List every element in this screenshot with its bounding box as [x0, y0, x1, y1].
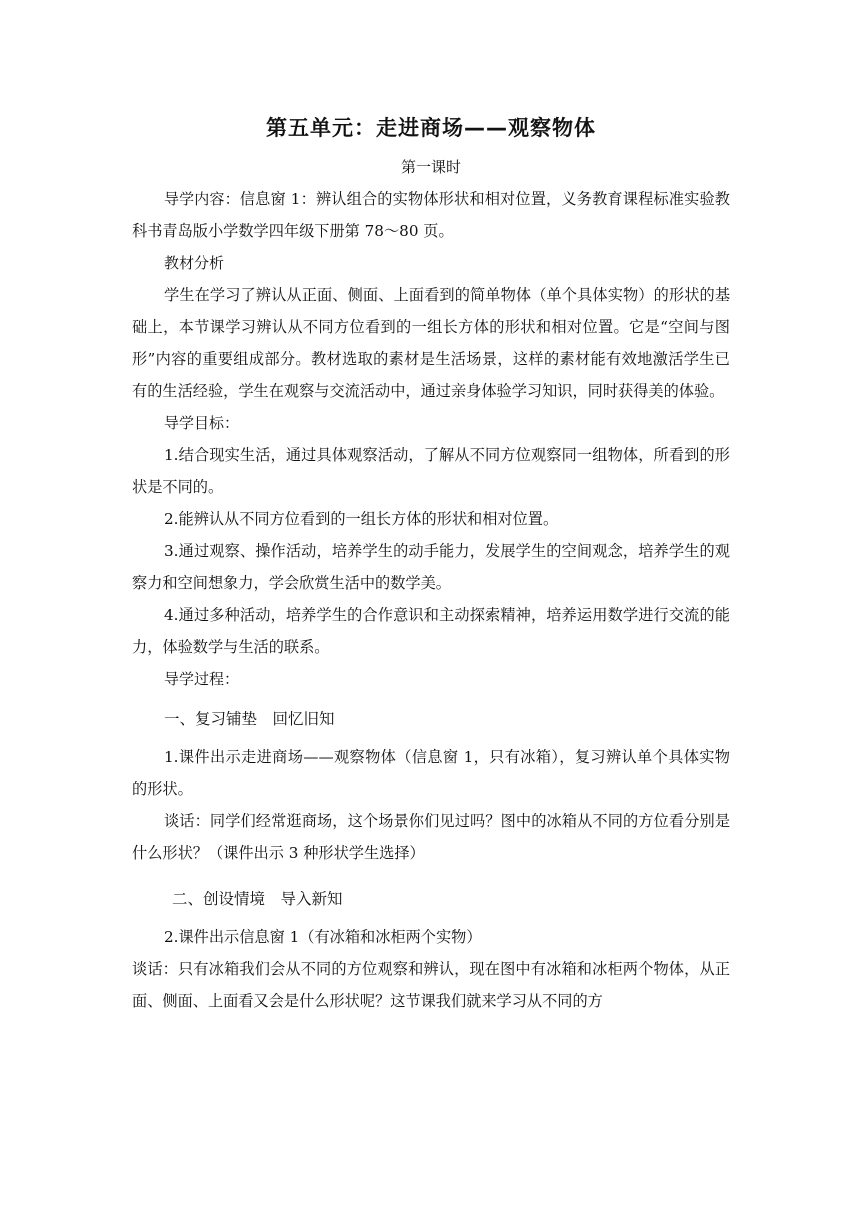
section1-talk: 谈话：同学们经常逛商场，这个场景你们见过吗？图中的冰箱从不同的方位看分别是什么形状？（课件出示 3 种形状学生选择） [132, 812, 730, 862]
section2-item: 2.课件出示信息窗 1（有冰箱和冰柜两个实物） [164, 928, 482, 946]
page-title: 第五单元：走进商场——观察物体 [266, 116, 596, 140]
intro-text: 信息窗 1：辨认组合的实物体形状和相对位置，义务教育课程标准实验教科书青岛版小学数学四年级下册第 78～80 页。 [132, 190, 730, 240]
intro-label: 导学内容： [164, 190, 240, 208]
goals-heading: 导学目标： [164, 414, 240, 432]
goal-item-2: 2.能辨认从不同方位看到的一组长方体的形状和相对位置。 [164, 510, 559, 528]
process-heading: 导学过程： [164, 670, 240, 688]
goal-item-1: 1.结合现实生活，通过具体观察活动，了解从不同方位观察同一组物体，所看到的形状是不同的。 [132, 446, 730, 496]
intro-paragraph [132, 183, 730, 247]
section1-item: 1.课件出示走进商场——观察物体（信息窗 1，只有冰箱），复习辨认单个具体实物的形状。 [132, 748, 730, 798]
analysis-heading: 教材分析 [164, 254, 225, 272]
section2-talk: 谈话：只有冰箱我们会从不同的方位观察和辨认，现在图中有冰箱和冰柜两个物体，从正面、侧面、上面看又会是什么形状呢？这节课我们就来学习从不同的方 [132, 960, 730, 1010]
analysis-paragraph: 学生在学习了辨认从正面、侧面、上面看到的简单物体（单个具体实物）的形状的基础上，本节课学习辨认从不同方位看到的一组长方体的形状和相对位置。它是“空间与图形”内容的重要组成部分。教材选取的素材是生活场景，这样的素材能有效地激活学生已有的生活经验，学生在观察与交流活动中，通过亲身体验学习知识，同时获得美的体验。 [132, 286, 730, 400]
goal-item-4: 4.通过多种活动，培养学生的合作意识和主动探索精神，培养运用数学进行交流的能力，体验数学与生活的联系。 [132, 606, 730, 656]
section2-heading: 二、创设情境 导入新知 [172, 890, 343, 908]
section1-heading: 一、复习铺垫 回忆旧知 [164, 710, 335, 728]
goal-item-3: 3.通过观察、操作活动，培养学生的动手能力，发展学生的空间观念，培养学生的观察力和空间想象力，学会欣赏生活中的数学美。 [132, 542, 730, 592]
document-body [132, 112, 730, 1017]
lesson-subtitle: 第一课时 [400, 158, 461, 176]
